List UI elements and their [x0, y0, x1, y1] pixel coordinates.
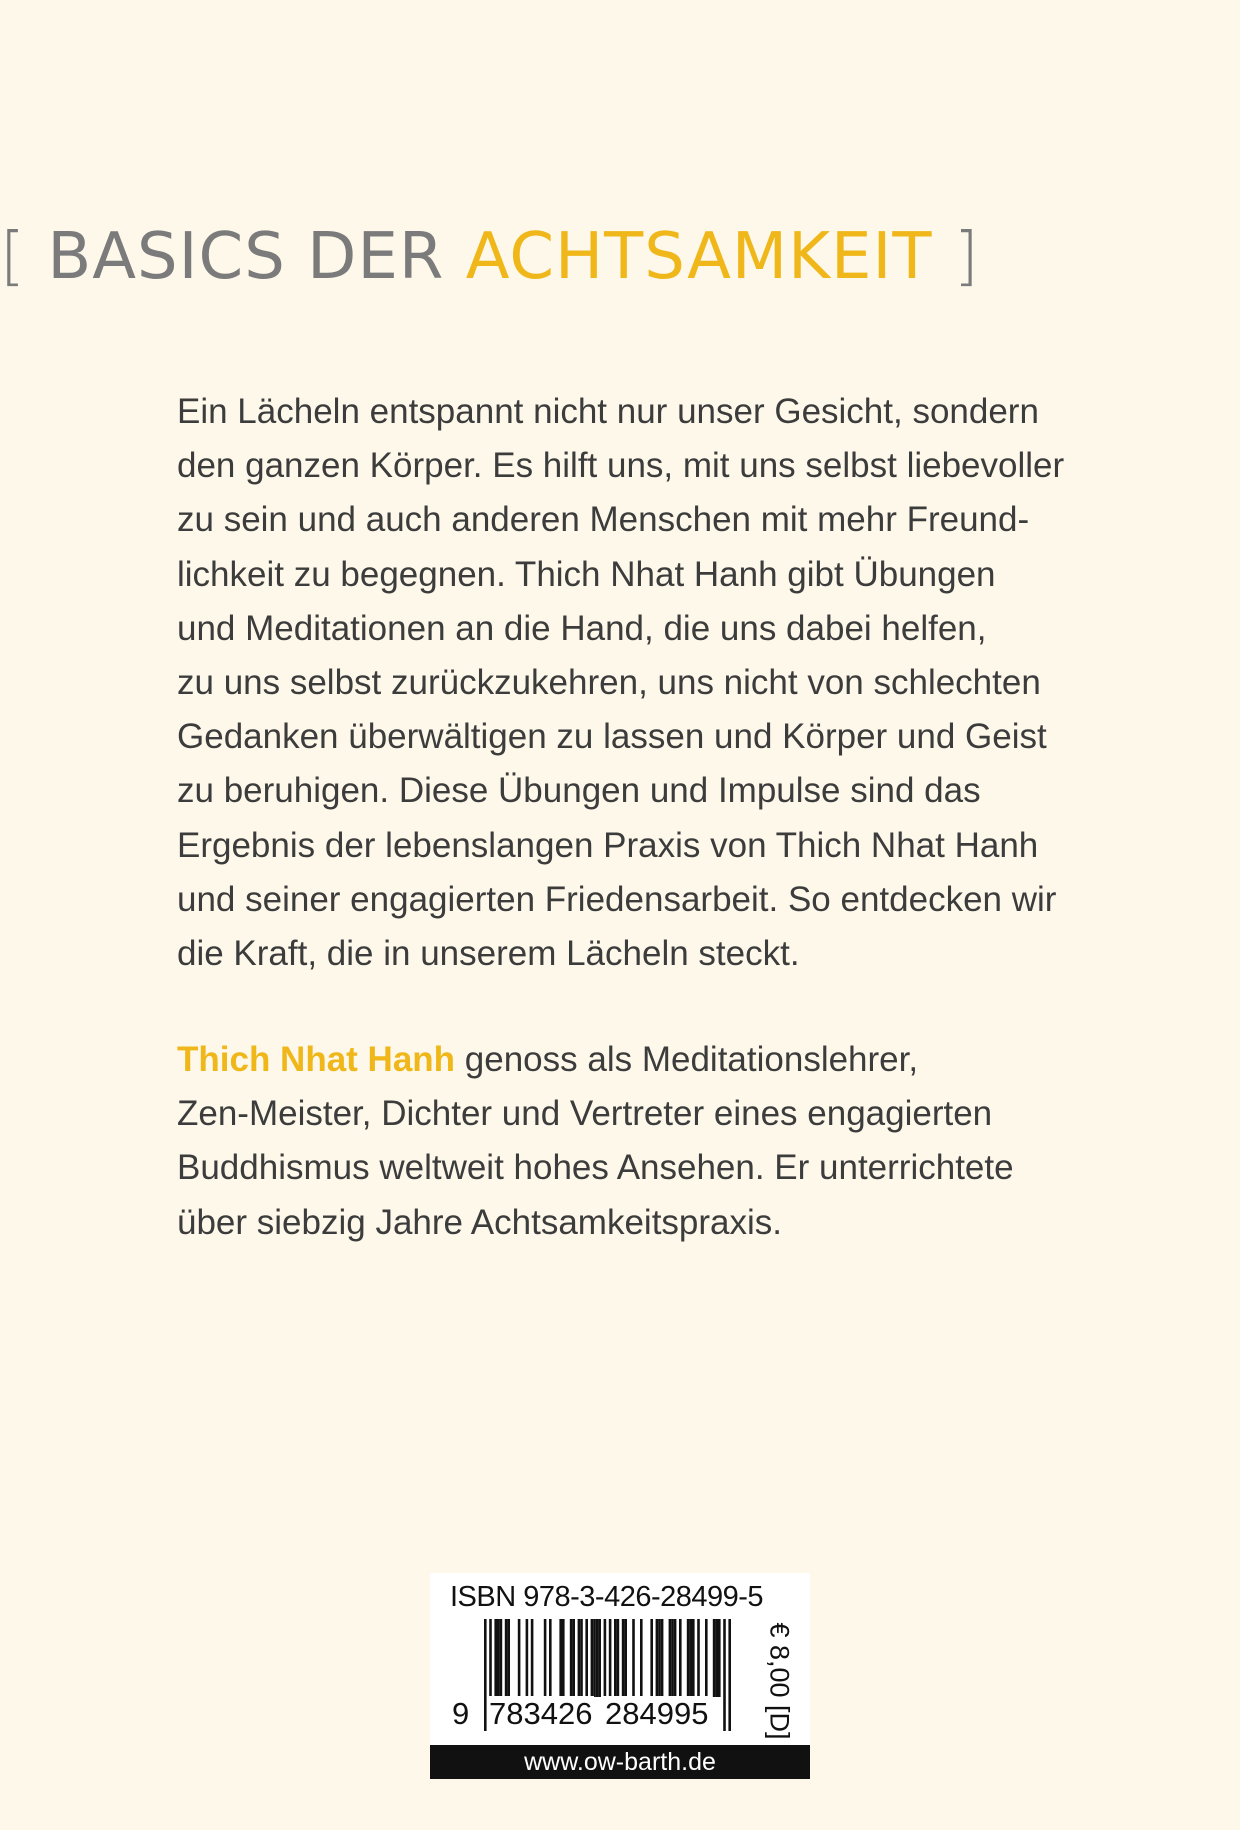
- barcode-bar: [497, 1619, 500, 1697]
- barcode-bar: [624, 1619, 627, 1697]
- blurb-line: den ganzen Körper. Es hilft uns, mit uns selbst liebevoller: [177, 446, 1065, 486]
- barcode-bar: [640, 1619, 643, 1697]
- barcode-bar: [593, 1619, 596, 1697]
- barcode-bar: [598, 1619, 601, 1697]
- barcode-bar: [596, 1619, 599, 1697]
- barcode-bar: [614, 1619, 617, 1697]
- author-name: Thich Nhat Hanh: [177, 1040, 456, 1079]
- publisher-url: www.ow-barth.de: [430, 1745, 810, 1779]
- barcode-bar: [500, 1619, 503, 1697]
- barcode-bar: [679, 1619, 682, 1697]
- barcode-bar: [715, 1619, 718, 1697]
- barcode-bar: [562, 1619, 565, 1697]
- barcode-bar: [591, 1619, 594, 1697]
- barcode-bar: [705, 1619, 708, 1697]
- barcode-digits-right: 284995: [605, 1696, 709, 1731]
- barcode-bar: [669, 1619, 672, 1697]
- barcode-bar: [687, 1619, 690, 1697]
- barcode-bar: [697, 1619, 700, 1697]
- author-bio-first-line-rest: genoss als Meditationslehrer,: [455, 1040, 919, 1079]
- barcode-bar: [661, 1619, 664, 1697]
- blurb-line: Gedanken überwältigen zu lassen und Körper und Geist: [177, 717, 1047, 757]
- barcode-bar: [692, 1619, 695, 1697]
- series-title-part2: ACHTSAMKEIT: [465, 220, 933, 294]
- barcode-box: [430, 1573, 810, 1779]
- barcode-bar: [728, 1619, 731, 1731]
- barcode-bar: [689, 1619, 692, 1697]
- barcode-bar: [505, 1619, 508, 1697]
- barcode-bar: [570, 1619, 573, 1697]
- barcode-bar: [674, 1619, 677, 1697]
- author-bio-first-line: [177, 1033, 1117, 1087]
- barcode-bar: [723, 1619, 726, 1731]
- blurb-line: zu sein und auch anderen Menschen mit mehr Freund-: [177, 500, 1030, 540]
- series-title: [0, 220, 980, 294]
- price-tag: € 8,00 [D]: [764, 1622, 795, 1740]
- series-title-part1: BASICS DER: [47, 220, 445, 294]
- barcode-bar: [656, 1619, 659, 1697]
- barcode-bar: [585, 1619, 588, 1697]
- barcode-bar: [580, 1619, 583, 1697]
- blurb-line: Ein Lächeln entspannt nicht nur unser Gesicht, sondern: [177, 392, 1039, 431]
- barcode-bar: [578, 1619, 581, 1697]
- series-title-close-bracket: ]: [953, 220, 980, 294]
- barcode-bar: [622, 1619, 625, 1697]
- barcode-bar: [658, 1619, 661, 1697]
- blurb-line: lichkeit zu begegnen. Thich Nhat Hanh gibt Übungen: [177, 554, 996, 594]
- series-title-open-bracket: [: [0, 220, 26, 294]
- barcode-bar: [671, 1619, 674, 1697]
- blurb-line: Ergebnis der lebenslangen Praxis von Thich Nhat Hanh: [177, 825, 1039, 865]
- blurb-line: die Kraft, die in unserem Lächeln steckt.: [177, 934, 800, 974]
- author-bio-line: Buddhismus weltweit hohes Ansehen. Er unterrichtete: [177, 1148, 1014, 1188]
- blurb-line: und Meditationen an die Hand, die uns dabei helfen,: [177, 608, 987, 648]
- barcode-bar: [518, 1619, 521, 1697]
- blurb-line: zu uns selbst zurückzukehren, uns nicht von schlechten: [177, 663, 1041, 703]
- blurb-line: und seiner engagierten Friedensarbeit. So entdecken wir: [177, 879, 1057, 919]
- author-bio-line: über siebzig Jahre Achtsamkeitspraxis.: [177, 1202, 782, 1242]
- barcode-bar: [572, 1619, 575, 1697]
- barcode-digits-left: 783426: [489, 1696, 593, 1731]
- barcode-bar: [494, 1619, 497, 1697]
- barcode-bar: [559, 1619, 562, 1697]
- blurb-line: zu beruhigen. Diese Übungen und Impulse sind das: [177, 771, 981, 811]
- barcode-bar: [632, 1619, 635, 1697]
- barcode-bar: [713, 1619, 716, 1697]
- blurb-paragraph: [177, 385, 1117, 981]
- author-bio: [177, 1033, 1117, 1250]
- barcode-bar: [549, 1619, 552, 1697]
- barcode-bar: [617, 1619, 620, 1697]
- barcode-bar: [718, 1619, 721, 1697]
- barcode-bar: [531, 1619, 534, 1697]
- isbn-label: ISBN 978-3-426-28499-5: [450, 1581, 764, 1613]
- barcode-bar: [526, 1619, 529, 1697]
- barcode-bar: [544, 1619, 547, 1697]
- author-bio-line: Zen-Meister, Dichter und Vertreter eines engagierten: [177, 1094, 993, 1134]
- barcode-bar: [507, 1619, 510, 1697]
- barcode-digit-first: 9: [452, 1696, 470, 1731]
- barcode-bar: [650, 1619, 653, 1697]
